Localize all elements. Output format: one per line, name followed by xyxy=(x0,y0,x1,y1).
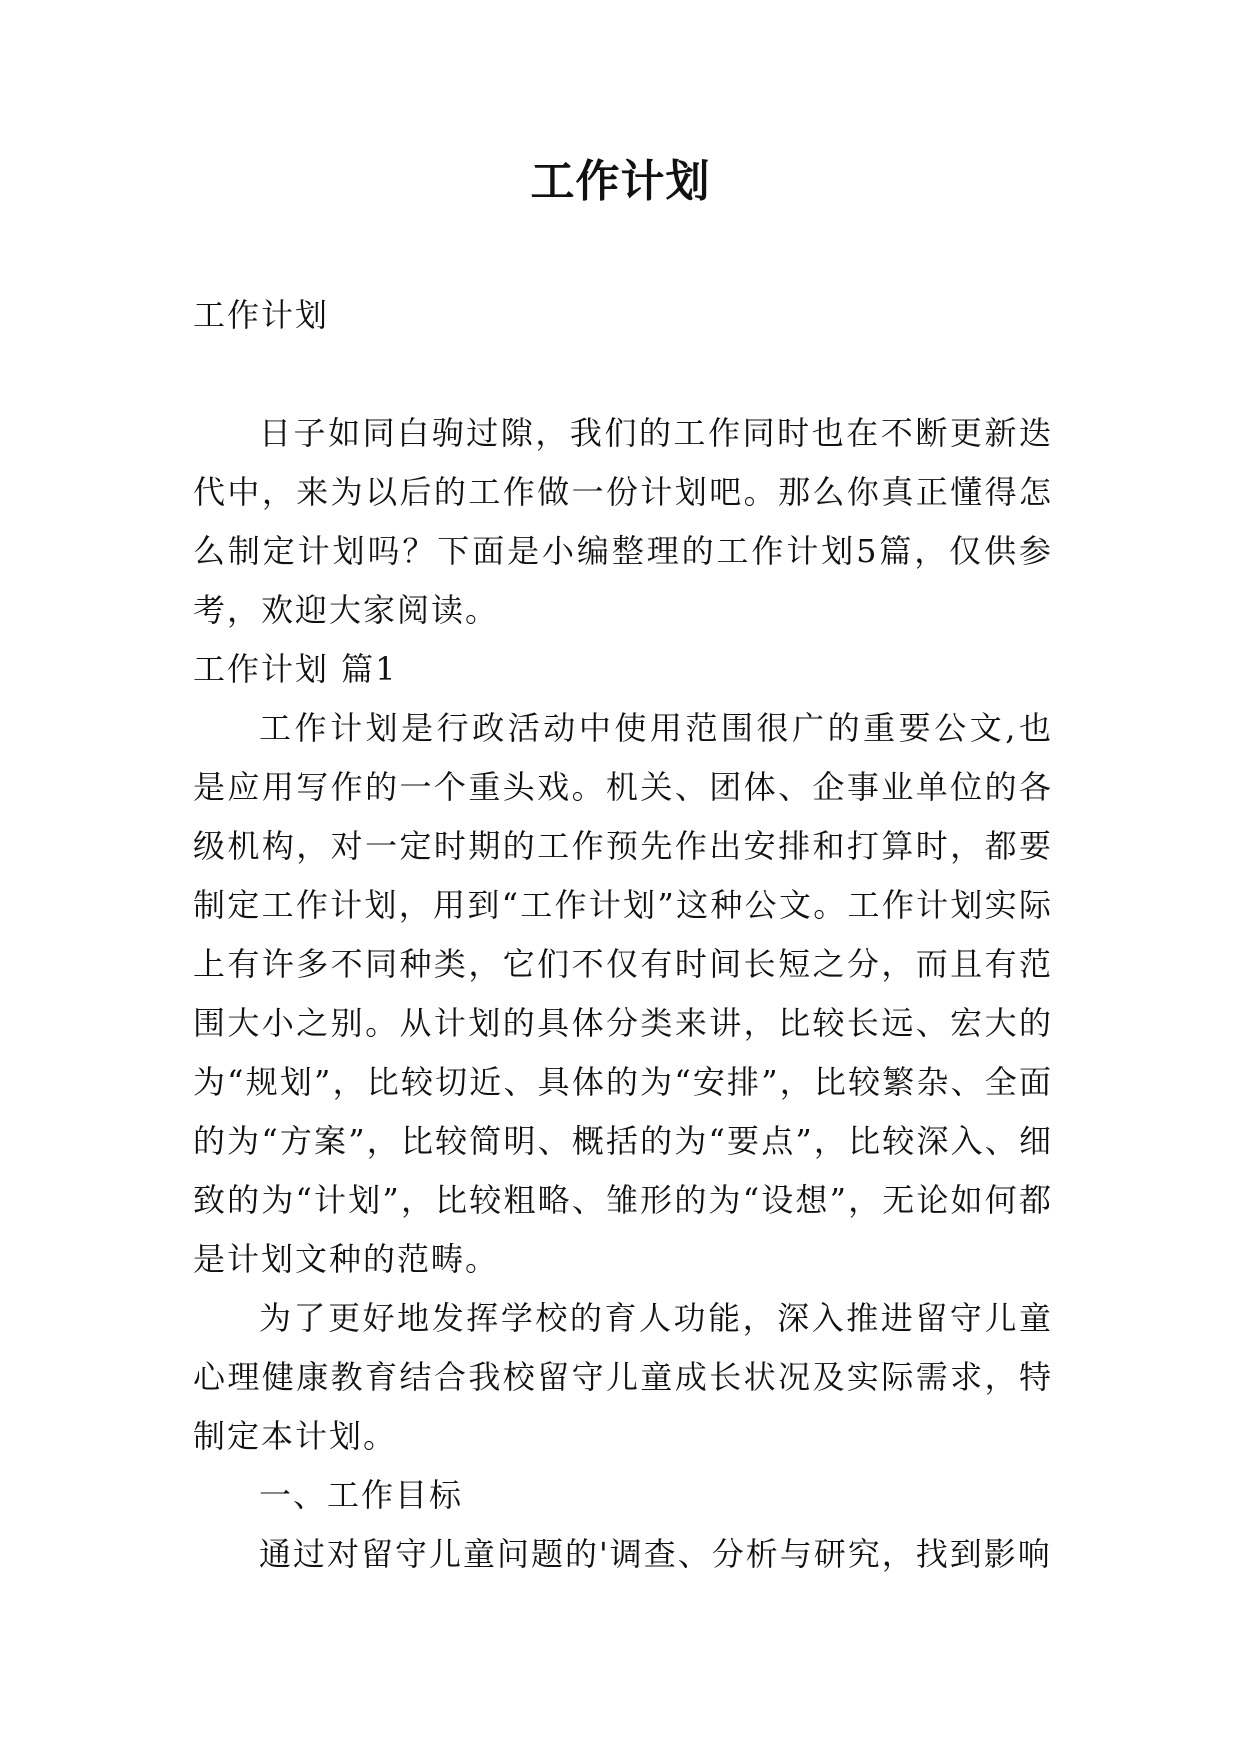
body-paragraph: 为了更好地发挥学校的育人功能，深入推进留守儿童心理健康教育结合我校留守儿童成长状况及实际需求，特制定本计划。 xyxy=(193,1299,1053,1455)
document-subtitle: 工作计划 xyxy=(193,296,330,334)
section-heading: 工作计划 篇1 xyxy=(193,650,398,688)
intro-paragraph: 日子如同白驹过隙，我们的工作同时也在不断更新迭代中，来为以后的工作做一份计划吧。那么你真正懂得怎么制定计划吗？下面是小编整理的工作计划5篇，仅供参考，欢迎大家阅读。 xyxy=(193,414,1053,629)
body-paragraph: 工作计划是行政活动中使用范围很广的重要公文,也是应用写作的一个重头戏。机关、团体、企事业单位的各级机构，对一定时期的工作预先作出安排和打算时，都要制定工作计划，用到“工作计划”这种公文。工作计划实际上有许多不同种类，它们不仅有时间长短之分，而且有范围大小之别。从计划的具体分类来讲，比较长远、宏大的为“规划”，比较切近、具体的为“安排”，比较繁杂、全面的为“方案”，比较简明、概括的为“要点”，比较深入、细致的为“计划”，比较粗略、雏形的为“设想”，无论如何都是计划文种的范畴。 xyxy=(193,709,1053,1278)
document-body xyxy=(193,286,1053,1584)
document-title: 工作计划 xyxy=(530,156,711,207)
section-subheading: 一、工作目标 xyxy=(259,1476,464,1514)
body-paragraph: 通过对留守儿童问题的'调查、分析与研究，找到影响 xyxy=(259,1535,1052,1573)
